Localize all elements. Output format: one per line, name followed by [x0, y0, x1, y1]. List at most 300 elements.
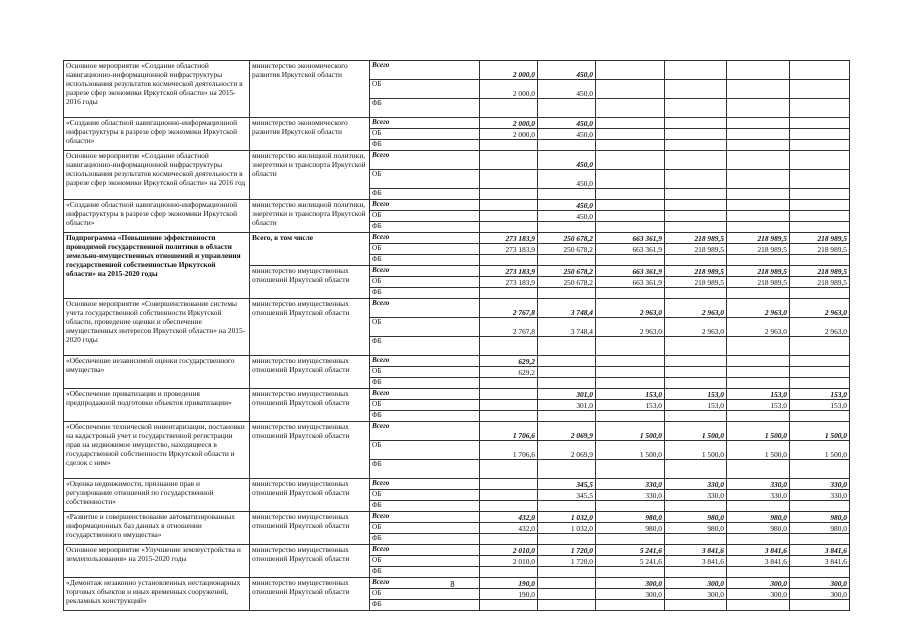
- funding-source-cell: Всего: [370, 299, 480, 318]
- amount-cell: [480, 337, 538, 356]
- amount-cell: 273 183,9: [480, 266, 538, 277]
- amount-cell: 300,0: [790, 578, 850, 589]
- amount-cell: [596, 151, 665, 170]
- amount-cell: 3 841,6: [790, 545, 850, 556]
- amount-cell: [790, 140, 850, 151]
- funding-source-cell: ОБ: [370, 80, 480, 99]
- amount-cell: [665, 129, 727, 140]
- funding-source-cell: ОБ: [370, 244, 480, 255]
- funding-source-cell: ОБ: [370, 556, 480, 567]
- amount-cell: 345,5: [538, 490, 596, 501]
- executor-cell: министерство имущественных отношений Иркутской области: [250, 389, 370, 422]
- amount-cell: [538, 534, 596, 545]
- activity-name-cell: «Демонтаж незаконно установленных нестационарных торговых объектов и иных временных сооружений, рекламных конструкций»: [64, 578, 250, 611]
- amount-cell: [538, 460, 596, 479]
- amount-cell: 2 069,9: [538, 441, 596, 460]
- amount-cell: 273 183,9: [480, 277, 538, 288]
- funding-source-cell: ФБ: [370, 288, 480, 299]
- table-row: [64, 118, 850, 129]
- amount-cell: [790, 200, 850, 211]
- amount-cell: [480, 479, 538, 490]
- amount-cell: [596, 189, 665, 200]
- amount-cell: [790, 567, 850, 578]
- amount-cell: [727, 460, 790, 479]
- amount-cell: 432,0: [480, 523, 538, 534]
- amount-cell: 2 963,0: [596, 299, 665, 318]
- amount-cell: [596, 600, 665, 611]
- amount-cell: 250 678,2: [538, 277, 596, 288]
- amount-cell: 1 500,0: [665, 441, 727, 460]
- amount-cell: [596, 460, 665, 479]
- amount-cell: [480, 151, 538, 170]
- executor-cell: министерство имущественных отношений Иркутской области: [250, 422, 370, 479]
- amount-cell: 2 767,8: [480, 318, 538, 337]
- amount-cell: [538, 567, 596, 578]
- amount-cell: 2 963,0: [727, 299, 790, 318]
- amount-cell: 2 767,8: [480, 299, 538, 318]
- funding-source-cell: ФБ: [370, 501, 480, 512]
- amount-cell: 250 678,2: [538, 266, 596, 277]
- amount-cell: [665, 151, 727, 170]
- amount-cell: [596, 80, 665, 99]
- amount-cell: [790, 337, 850, 356]
- funding-source-cell: Всего: [370, 118, 480, 129]
- activity-name-cell: Основное мероприятие «Совершенствование системы учета государственной собственности Иркутской области, проведение оценки и обеспечение имущественных интересов Иркутской области» на 2015-2020 годы: [64, 299, 250, 356]
- funding-source-cell: ФБ: [370, 600, 480, 611]
- table-row: [64, 512, 850, 523]
- amount-cell: 330,0: [665, 479, 727, 490]
- amount-cell: [727, 288, 790, 299]
- amount-cell: 980,0: [790, 512, 850, 523]
- amount-cell: [596, 129, 665, 140]
- amount-cell: [596, 534, 665, 545]
- amount-cell: 2 000,0: [480, 129, 538, 140]
- funding-source-cell: ФБ: [370, 222, 480, 233]
- amount-cell: [727, 200, 790, 211]
- amount-cell: [480, 567, 538, 578]
- amount-cell: [790, 189, 850, 200]
- amount-cell: [790, 222, 850, 233]
- executor-cell: министерство имущественных отношений Иркутской области: [250, 479, 370, 512]
- amount-cell: 450,0: [538, 129, 596, 140]
- amount-cell: [727, 411, 790, 422]
- amount-cell: 218 989,5: [727, 266, 790, 277]
- funding-source-cell: ОБ: [370, 129, 480, 140]
- amount-cell: [665, 534, 727, 545]
- funding-source-cell: Всего: [370, 545, 480, 556]
- funding-source-cell: Всего: [370, 61, 480, 80]
- funding-source-cell: Всего: [370, 578, 480, 589]
- table-row: [64, 61, 850, 80]
- amount-cell: [665, 61, 727, 80]
- funding-source-cell: ФБ: [370, 337, 480, 356]
- amount-cell: [727, 378, 790, 389]
- amount-cell: [596, 501, 665, 512]
- amount-cell: 2 963,0: [727, 318, 790, 337]
- amount-cell: 153,0: [790, 400, 850, 411]
- table-row: [64, 151, 850, 170]
- funding-source-cell: ФБ: [370, 140, 480, 151]
- amount-cell: [480, 288, 538, 299]
- amount-cell: 1 706,6: [480, 441, 538, 460]
- table-row: [64, 479, 850, 490]
- funding-source-cell: Всего: [370, 479, 480, 490]
- amount-cell: [665, 200, 727, 211]
- amount-cell: [727, 367, 790, 378]
- amount-cell: [727, 61, 790, 80]
- amount-cell: 1 032,0: [538, 512, 596, 523]
- activity-name-cell: Основное мероприятие «Создание областной навигационно-информационной инфраструктуры использования результатов космической деятельности в разрезе сфер экономики Иркутской области» на 2016 год: [64, 151, 250, 200]
- funding-source-cell: ФБ: [370, 411, 480, 422]
- amount-cell: 2 000,0: [480, 118, 538, 129]
- amount-cell: [665, 211, 727, 222]
- amount-cell: [538, 140, 596, 151]
- amount-cell: [790, 600, 850, 611]
- funding-source-cell: ФБ: [370, 189, 480, 200]
- amount-cell: [727, 600, 790, 611]
- amount-cell: [596, 337, 665, 356]
- amount-cell: 218 989,5: [665, 233, 727, 244]
- executor-cell: министерство экономического развития Иркутской области: [250, 61, 370, 118]
- amount-cell: [727, 140, 790, 151]
- amount-cell: 345,5: [538, 479, 596, 490]
- amount-cell: [790, 211, 850, 222]
- amount-cell: [596, 411, 665, 422]
- amount-cell: 980,0: [665, 523, 727, 534]
- amount-cell: [727, 337, 790, 356]
- amount-cell: 450,0: [538, 61, 596, 80]
- amount-cell: 2 963,0: [665, 299, 727, 318]
- amount-cell: 663 361,9: [596, 244, 665, 255]
- activity-name-cell: «Обеспечение независимой оценки государственного имущества»: [64, 356, 250, 389]
- activity-name-cell: «Создание областной навигационно-информационной инфраструктуры в разрезе сфер экономики Иркутской области»: [64, 200, 250, 233]
- amount-cell: [480, 378, 538, 389]
- amount-cell: 2 963,0: [790, 318, 850, 337]
- amount-cell: 980,0: [727, 512, 790, 523]
- amount-cell: [480, 222, 538, 233]
- amount-cell: 1 500,0: [790, 422, 850, 441]
- amount-cell: [790, 151, 850, 170]
- activity-name-cell: «Обеспечение приватизации и проведения предпродажной подготовки объектов приватизации»: [64, 389, 250, 422]
- amount-cell: [790, 118, 850, 129]
- amount-cell: [480, 600, 538, 611]
- funding-source-cell: ОБ: [370, 211, 480, 222]
- executor-cell: министерство экономического развития Иркутской области: [250, 118, 370, 151]
- budget-table: [63, 60, 850, 611]
- amount-cell: 663 361,9: [596, 233, 665, 244]
- amount-cell: [596, 99, 665, 118]
- funding-source-cell: Всего: [370, 266, 480, 277]
- funding-source-cell: ФБ: [370, 460, 480, 479]
- activity-name-cell: Основное мероприятие «Улучшение землеустройства и землепользования» на 2015-2020 годы: [64, 545, 250, 578]
- amount-cell: [596, 378, 665, 389]
- amount-cell: [790, 501, 850, 512]
- table-row: [64, 200, 850, 211]
- amount-cell: [596, 140, 665, 151]
- amount-cell: 190,0: [480, 578, 538, 589]
- amount-cell: [727, 99, 790, 118]
- amount-cell: 3 748,4: [538, 299, 596, 318]
- amount-cell: [596, 567, 665, 578]
- amount-cell: [538, 288, 596, 299]
- amount-cell: [665, 460, 727, 479]
- amount-cell: [727, 151, 790, 170]
- amount-cell: 300,0: [790, 589, 850, 600]
- amount-cell: [596, 211, 665, 222]
- amount-cell: [727, 567, 790, 578]
- amount-cell: [790, 411, 850, 422]
- amount-cell: [665, 189, 727, 200]
- amount-cell: [665, 170, 727, 189]
- amount-cell: 250 678,2: [538, 244, 596, 255]
- amount-cell: 3 841,6: [665, 556, 727, 567]
- amount-cell: [538, 356, 596, 367]
- amount-cell: 1 500,0: [727, 441, 790, 460]
- amount-cell: 1 500,0: [596, 441, 665, 460]
- amount-cell: [596, 170, 665, 189]
- amount-cell: 1 500,0: [790, 441, 850, 460]
- funding-source-cell: Всего: [370, 512, 480, 523]
- funding-source-cell: ФБ: [370, 378, 480, 389]
- executor-cell: министерство имущественных отношений Иркутской области: [250, 356, 370, 389]
- funding-source-cell: Всего: [370, 356, 480, 367]
- amount-cell: 153,0: [596, 389, 665, 400]
- amount-cell: 330,0: [596, 479, 665, 490]
- executor-cell: Всего, в том числе: [250, 233, 370, 266]
- amount-cell: 153,0: [596, 400, 665, 411]
- amount-cell: 1 500,0: [727, 422, 790, 441]
- funding-source-cell: Всего: [370, 151, 480, 170]
- amount-cell: 663 361,9: [596, 277, 665, 288]
- amount-cell: [538, 189, 596, 200]
- amount-cell: [665, 411, 727, 422]
- amount-cell: [480, 99, 538, 118]
- amount-cell: [790, 99, 850, 118]
- amount-cell: [538, 99, 596, 118]
- amount-cell: [665, 140, 727, 151]
- executor-cell: министерство имущественных отношений Иркутской области: [250, 578, 370, 611]
- amount-cell: 301,0: [538, 400, 596, 411]
- amount-cell: [665, 501, 727, 512]
- amount-cell: 153,0: [665, 400, 727, 411]
- amount-cell: [538, 337, 596, 356]
- amount-cell: [596, 288, 665, 299]
- activity-name-cell: «Создание областной навигационно-информационной инфраструктуры в разрезе сфер экономики Иркутской области»: [64, 118, 250, 151]
- amount-cell: 2 963,0: [790, 299, 850, 318]
- amount-cell: [480, 170, 538, 189]
- amount-cell: [790, 356, 850, 367]
- amount-cell: 218 989,5: [727, 244, 790, 255]
- amount-cell: 1 500,0: [596, 422, 665, 441]
- amount-cell: [665, 118, 727, 129]
- funding-source-cell: ОБ: [370, 441, 480, 460]
- amount-cell: 450,0: [538, 211, 596, 222]
- amount-cell: [727, 170, 790, 189]
- amount-cell: 153,0: [665, 389, 727, 400]
- amount-cell: [727, 211, 790, 222]
- amount-cell: 980,0: [596, 512, 665, 523]
- amount-cell: 301,0: [538, 389, 596, 400]
- amount-cell: [538, 255, 596, 266]
- amount-cell: [538, 222, 596, 233]
- funding-source-cell: ОБ: [370, 367, 480, 378]
- amount-cell: [790, 460, 850, 479]
- amount-cell: 1 720,0: [538, 556, 596, 567]
- amount-cell: 5 241,6: [596, 556, 665, 567]
- amount-cell: 300,0: [727, 578, 790, 589]
- executor-cell: министерство жилищной политики, энергетики и транспорта Иркутской области: [250, 200, 370, 233]
- table-row: [64, 299, 850, 318]
- amount-cell: [665, 337, 727, 356]
- amount-cell: 218 989,5: [665, 266, 727, 277]
- amount-cell: [596, 255, 665, 266]
- page-number: 8: [450, 580, 455, 589]
- amount-cell: [596, 367, 665, 378]
- activity-name-cell: «Обеспечение технической инвентаризации, постановки на кадастровый учет и государственной регистрации прав на недвижимое имущество, находящееся в государственной собственности Иркутской области и сделок с ним»: [64, 422, 250, 479]
- amount-cell: [480, 460, 538, 479]
- amount-cell: 2 000,0: [480, 80, 538, 99]
- amount-cell: 273 183,9: [480, 233, 538, 244]
- amount-cell: 3 748,4: [538, 318, 596, 337]
- funding-source-cell: ФБ: [370, 99, 480, 118]
- amount-cell: [727, 129, 790, 140]
- amount-cell: 190,0: [480, 589, 538, 600]
- amount-cell: 330,0: [727, 490, 790, 501]
- amount-cell: 450,0: [538, 151, 596, 170]
- amount-cell: [665, 255, 727, 266]
- amount-cell: 980,0: [790, 523, 850, 534]
- amount-cell: [480, 490, 538, 501]
- amount-cell: 218 989,5: [790, 244, 850, 255]
- amount-cell: [480, 255, 538, 266]
- executor-cell: министерство жилищной политики, энергетики и транспорта Иркутской области: [250, 151, 370, 200]
- amount-cell: [727, 118, 790, 129]
- funding-source-cell: ФБ: [370, 255, 480, 266]
- amount-cell: [665, 600, 727, 611]
- amount-cell: [790, 534, 850, 545]
- amount-cell: [727, 356, 790, 367]
- amount-cell: 432,0: [480, 512, 538, 523]
- amount-cell: [790, 61, 850, 80]
- funding-source-cell: ОБ: [370, 400, 480, 411]
- amount-cell: 218 989,5: [790, 266, 850, 277]
- amount-cell: 1 500,0: [665, 422, 727, 441]
- amount-cell: [665, 356, 727, 367]
- activity-name-cell: «Развитие и совершенствование автоматизированных информационных баз данных в отношении государственного имущества»: [64, 512, 250, 545]
- amount-cell: 3 841,6: [727, 545, 790, 556]
- amount-cell: 5 241,6: [596, 545, 665, 556]
- amount-cell: 300,0: [665, 578, 727, 589]
- amount-cell: 663 361,9: [596, 266, 665, 277]
- amount-cell: 153,0: [727, 400, 790, 411]
- funding-source-cell: ОБ: [370, 589, 480, 600]
- amount-cell: [790, 170, 850, 189]
- funding-source-cell: ФБ: [370, 534, 480, 545]
- amount-cell: 629,2: [480, 356, 538, 367]
- amount-cell: [727, 501, 790, 512]
- amount-cell: 218 989,5: [665, 277, 727, 288]
- amount-cell: 1 720,0: [538, 545, 596, 556]
- amount-cell: 330,0: [727, 479, 790, 490]
- amount-cell: [538, 600, 596, 611]
- amount-cell: 2 069,9: [538, 422, 596, 441]
- amount-cell: [727, 534, 790, 545]
- amount-cell: 980,0: [665, 512, 727, 523]
- table-row: [64, 545, 850, 556]
- amount-cell: [665, 367, 727, 378]
- amount-cell: 153,0: [790, 389, 850, 400]
- amount-cell: 218 989,5: [790, 233, 850, 244]
- funding-source-cell: ОБ: [370, 170, 480, 189]
- amount-cell: [538, 367, 596, 378]
- amount-cell: [480, 211, 538, 222]
- executor-cell: министерство имущественных отношений Иркутской области: [250, 545, 370, 578]
- amount-cell: 218 989,5: [727, 233, 790, 244]
- activity-name-cell: Основное мероприятие «Создание областной навигационно-информационной инфраструктуры использования результатов космической деятельности в разрезе сфер экономики Иркутской области» на 2015-2016 годы: [64, 61, 250, 118]
- amount-cell: [480, 200, 538, 211]
- funding-source-cell: ОБ: [370, 318, 480, 337]
- amount-cell: [596, 118, 665, 129]
- amount-cell: 2 010,0: [480, 545, 538, 556]
- amount-cell: 330,0: [790, 479, 850, 490]
- amount-cell: [790, 367, 850, 378]
- amount-cell: 2 000,0: [480, 61, 538, 80]
- amount-cell: [538, 501, 596, 512]
- amount-cell: 153,0: [727, 389, 790, 400]
- budget-table-body: [64, 61, 850, 611]
- funding-source-cell: ОБ: [370, 277, 480, 288]
- amount-cell: [596, 222, 665, 233]
- amount-cell: 450,0: [538, 170, 596, 189]
- amount-cell: [480, 411, 538, 422]
- amount-cell: [596, 200, 665, 211]
- amount-cell: 980,0: [596, 523, 665, 534]
- amount-cell: [790, 288, 850, 299]
- amount-cell: [727, 255, 790, 266]
- funding-source-cell: ОБ: [370, 490, 480, 501]
- amount-cell: 218 989,5: [665, 244, 727, 255]
- amount-cell: 3 841,6: [665, 545, 727, 556]
- amount-cell: 1 706,6: [480, 422, 538, 441]
- amount-cell: [596, 356, 665, 367]
- table-row: [64, 233, 850, 244]
- amount-cell: 273 183,9: [480, 244, 538, 255]
- amount-cell: [538, 589, 596, 600]
- amount-cell: [727, 222, 790, 233]
- amount-cell: [480, 140, 538, 151]
- amount-cell: 330,0: [790, 490, 850, 501]
- amount-cell: [538, 411, 596, 422]
- amount-cell: 2 963,0: [665, 318, 727, 337]
- table-row: [64, 389, 850, 400]
- amount-cell: [665, 288, 727, 299]
- amount-cell: 218 989,5: [727, 277, 790, 288]
- amount-cell: [480, 389, 538, 400]
- amount-cell: 2 963,0: [596, 318, 665, 337]
- amount-cell: 218 989,5: [790, 277, 850, 288]
- amount-cell: 450,0: [538, 118, 596, 129]
- amount-cell: 330,0: [596, 490, 665, 501]
- amount-cell: 980,0: [727, 523, 790, 534]
- funding-source-cell: Всего: [370, 200, 480, 211]
- funding-source-cell: Всего: [370, 233, 480, 244]
- funding-source-cell: ОБ: [370, 523, 480, 534]
- amount-cell: [790, 378, 850, 389]
- amount-cell: 450,0: [538, 80, 596, 99]
- amount-cell: [538, 378, 596, 389]
- amount-cell: [727, 80, 790, 99]
- amount-cell: [480, 400, 538, 411]
